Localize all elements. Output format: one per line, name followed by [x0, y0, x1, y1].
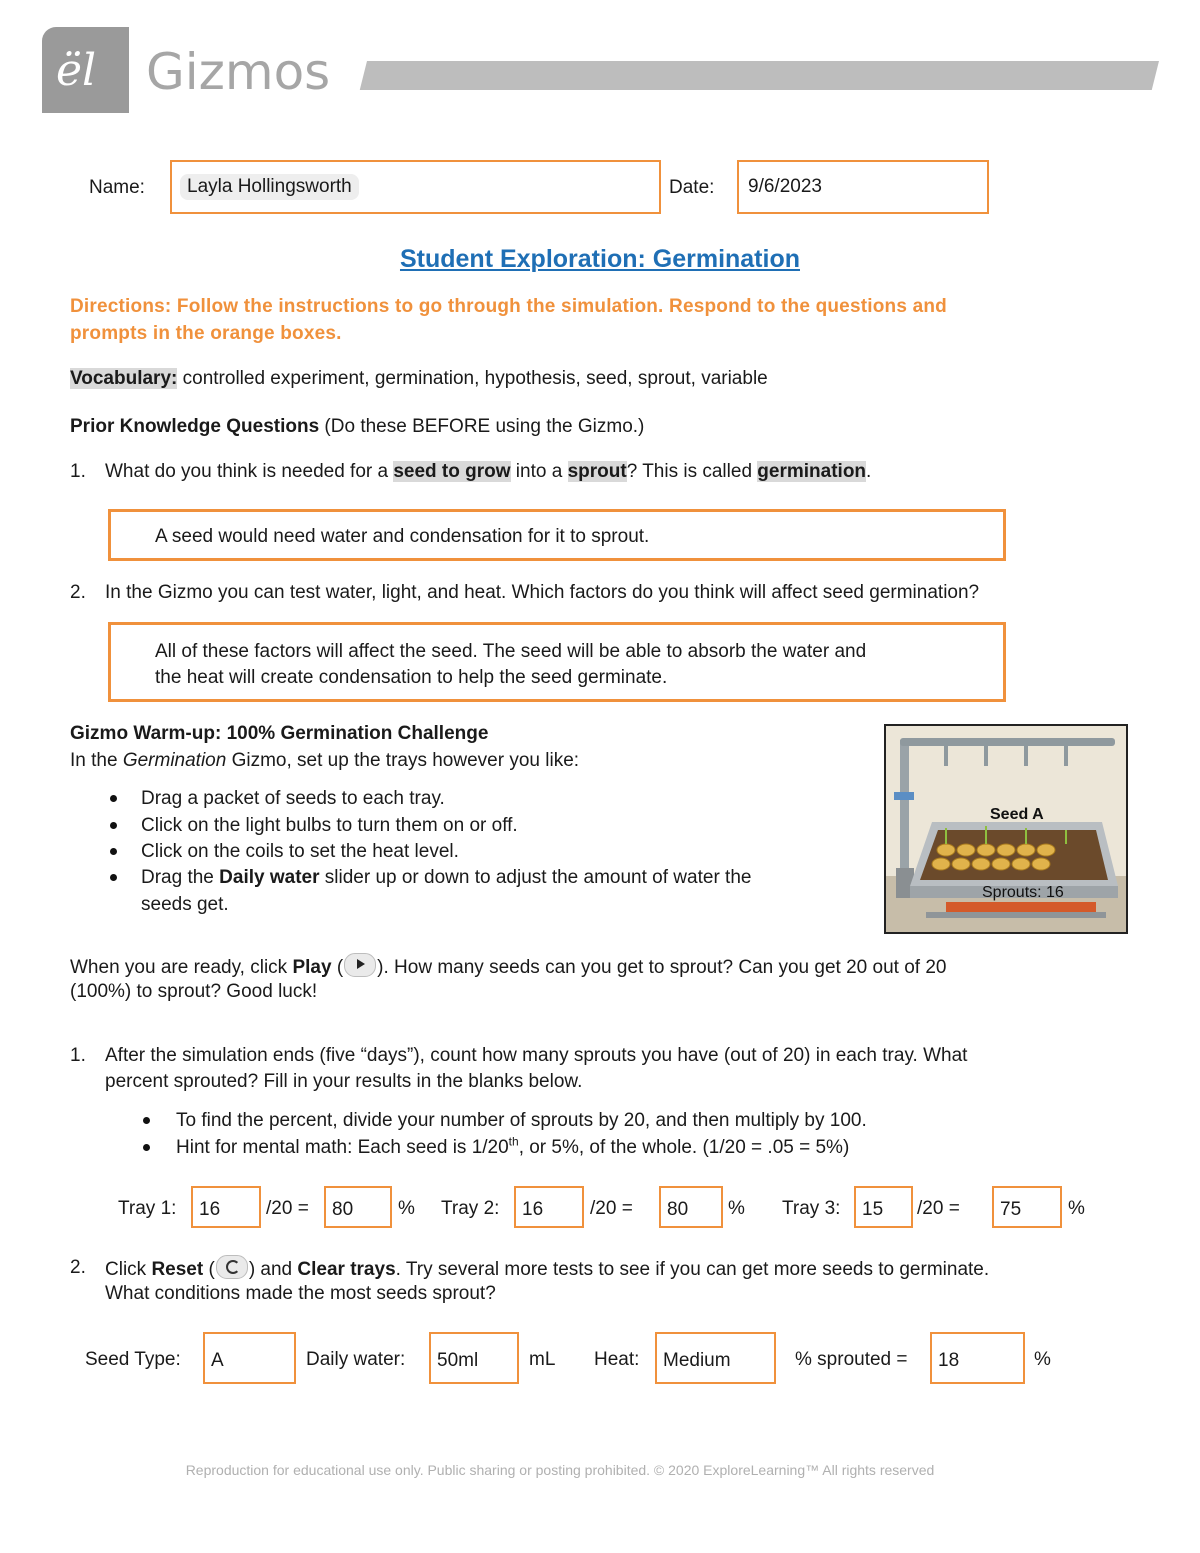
header-bar [360, 61, 1159, 90]
seed-type-label: Seed Type: [85, 1349, 181, 1370]
warmup-bullet-4-line2: seeds get. [141, 894, 229, 915]
warmup-bullet-4-post: slider up or down to adjust the amount of water the [319, 867, 752, 888]
activity-q1-sub2-pre: Hint for mental math: Each seed is 1/20 [176, 1137, 509, 1158]
bullet-dot [110, 874, 117, 881]
prior-q1-answer: A seed would need water and condensation for it to sprout. [155, 526, 650, 547]
warmup-intro-pre: In the [70, 750, 123, 771]
activity-q2-bold-reset: Reset [151, 1259, 204, 1280]
date-label: Date: [669, 177, 715, 198]
prior-q2-number: 2. [70, 582, 86, 603]
vocabulary-label: Vocabulary: [70, 368, 178, 389]
activity-q2-mid: ) and [248, 1259, 298, 1280]
prior-heading [70, 414, 644, 440]
date-field[interactable] [737, 160, 989, 214]
sprouted-unit: % [1034, 1349, 1051, 1370]
daily-water-label: Daily water: [306, 1349, 406, 1370]
date-value: 9/6/2023 [748, 176, 822, 197]
seed-type-field[interactable]: A [203, 1332, 296, 1384]
daily-water-field[interactable]: 50ml [429, 1332, 519, 1384]
prior-q1-pre: What do you think is needed for a [105, 461, 394, 482]
activity-q2-paren: ( [203, 1259, 215, 1280]
play-icon [344, 953, 376, 977]
tray2-percent-field[interactable]: 80 [659, 1186, 723, 1228]
tray1-sprouts-field[interactable]: 16 [191, 1186, 261, 1228]
tray3-pct: % [1068, 1198, 1085, 1219]
activity-q1-sub2-post: , or 5%, of the whole. (1/20 = .05 = 5%) [518, 1137, 850, 1158]
daily-water-unit: mL [529, 1349, 556, 1370]
warmup-bullet-2: Click on the light bulbs to turn them on or off. [141, 815, 518, 836]
tray2-sprouts-field[interactable]: 16 [514, 1186, 584, 1228]
activity-q1-sub1: To find the percent, divide your number of sprouts by 20, and then multiply by 100. [176, 1110, 867, 1131]
sprouted-label: % sprouted = [795, 1349, 908, 1370]
prior-q2-answer-line1: All of these factors will affect the seed. The seed will be able to absorb the water and [155, 641, 867, 662]
tray1-percent-field[interactable]: 80 [324, 1186, 392, 1228]
prior-q1-answer-box[interactable] [108, 509, 1006, 561]
warmup-heading: Gizmo Warm-up: 100% Germination Challenge [70, 723, 489, 744]
prior-q1-highlight-seed: seed to grow [393, 461, 511, 482]
sprouts-label: Sprouts: 16 [982, 884, 1064, 901]
seed-label: Seed A [990, 806, 1044, 823]
activity-q1-number: 1. [70, 1045, 86, 1066]
heat-label: Heat: [594, 1349, 640, 1370]
activity-q2-number: 2. [70, 1257, 86, 1278]
activity-q2-pre: Click [105, 1259, 152, 1280]
bullet-dot [143, 1144, 150, 1151]
reset-icon [216, 1255, 248, 1279]
warmup-intro [70, 748, 579, 774]
prior-q1-highlight-germination: germination [757, 461, 867, 482]
bullet-dot [110, 848, 117, 855]
ready-line1 [70, 953, 946, 981]
warmup-bullet-1: Drag a packet of seeds to each tray. [141, 788, 445, 809]
name-label: Name: [89, 177, 145, 198]
tray2-pct: % [728, 1198, 745, 1219]
directions-line2: prompts in the orange boxes. [70, 323, 342, 344]
tray2-over: /20 = [590, 1198, 633, 1219]
activity-q1-sub2 [176, 1135, 849, 1161]
prior-q1-text [105, 459, 871, 485]
tray2-label: Tray 2: [441, 1198, 500, 1219]
tray1-label: Tray 1: [118, 1198, 177, 1219]
page-title: Student Exploration: Germination [399, 245, 800, 273]
warmup-intro-post: Gizmo, set up the trays however you like: [226, 750, 580, 771]
directions-line1: Directions: Follow the instructions to go through the simulation. Respond to the questions and [70, 296, 947, 317]
prior-q2-text: In the Gizmo you can test water, light, and heat. Which factors do you think will affect seed germination? [105, 582, 980, 603]
warmup-bullet-4-pre: Drag the [141, 867, 220, 888]
ready-bold-play: Play [292, 957, 332, 978]
name-field[interactable] [170, 160, 661, 214]
activity-q2-bold-clear: Clear trays [297, 1259, 396, 1280]
ready-post: ). How many seeds can you get to sprout? Can you get 20 out of 20 [377, 957, 947, 978]
tray3-over: /20 = [917, 1198, 960, 1219]
name-value: Layla Hollingsworth [180, 174, 359, 200]
prior-q1-highlight-sprout: sprout [567, 461, 627, 482]
ready-pre: When you are ready, click [70, 957, 293, 978]
bullet-dot [110, 795, 117, 802]
tray1-over: /20 = [266, 1198, 309, 1219]
footer-notice: Reproduction for educational use only. Public sharing or posting prohibited. © 2020 ExploreLearning™ All rights reserved [185, 1462, 935, 1478]
sprouted-field[interactable]: 18 [930, 1332, 1025, 1384]
bullet-dot [143, 1117, 150, 1124]
bullet-dot [110, 822, 117, 829]
tray1-pct: % [398, 1198, 415, 1219]
activity-q1-line1: After the simulation ends (five “days”), count how many sprouts you have (out of 20) in each tray. What [105, 1045, 968, 1066]
ready-paren: ( [331, 957, 344, 978]
prior-q1-mid: into a [510, 461, 568, 482]
activity-q2-line2: What conditions made the most seeds sprout? [105, 1283, 496, 1304]
tray3-sprouts-field[interactable]: 15 [854, 1186, 913, 1228]
tray3-label: Tray 3: [782, 1198, 841, 1219]
warmup-bullet-4-bold: Daily water [219, 867, 320, 888]
activity-q1-sub2-sup: th [508, 1134, 519, 1149]
activity-q2-line1 [105, 1255, 989, 1283]
tray3-percent-field[interactable]: 75 [992, 1186, 1062, 1228]
logo-glyph: ël [56, 45, 97, 96]
prior-q2-answer-line2: the heat will create condensation to help the seed germinate. [155, 667, 668, 688]
prior-q1-mid2: ? This is called [626, 461, 758, 482]
prior-q1-post: . [866, 461, 872, 482]
ready-line2: (100%) to sprout? Good luck! [70, 981, 318, 1002]
heat-field[interactable]: Medium [655, 1332, 776, 1384]
vocabulary-line [70, 366, 768, 392]
activity-q2-post: . Try several more tests to see if you can get more seeds to germinate. [395, 1259, 990, 1280]
logo-badge [42, 27, 129, 113]
warmup-intro-em: Germination [122, 750, 227, 771]
gizmo-tray-image [884, 724, 1128, 934]
prior-heading-note: (Do these BEFORE using the Gizmo.) [319, 416, 645, 437]
warmup-bullet-3: Click on the coils to set the heat level. [141, 841, 459, 862]
warmup-bullet-4 [141, 865, 751, 891]
prior-q2-answer-box[interactable] [108, 622, 1006, 702]
vocabulary-terms: controlled experiment, germination, hypothesis, seed, sprout, variable [177, 368, 768, 389]
brand-name: Gizmos [146, 43, 331, 101]
prior-heading-title: Prior Knowledge Questions [70, 416, 320, 437]
prior-q1-number: 1. [70, 461, 86, 482]
activity-q1-line2: percent sprouted? Fill in your results in the blanks below. [105, 1071, 583, 1092]
